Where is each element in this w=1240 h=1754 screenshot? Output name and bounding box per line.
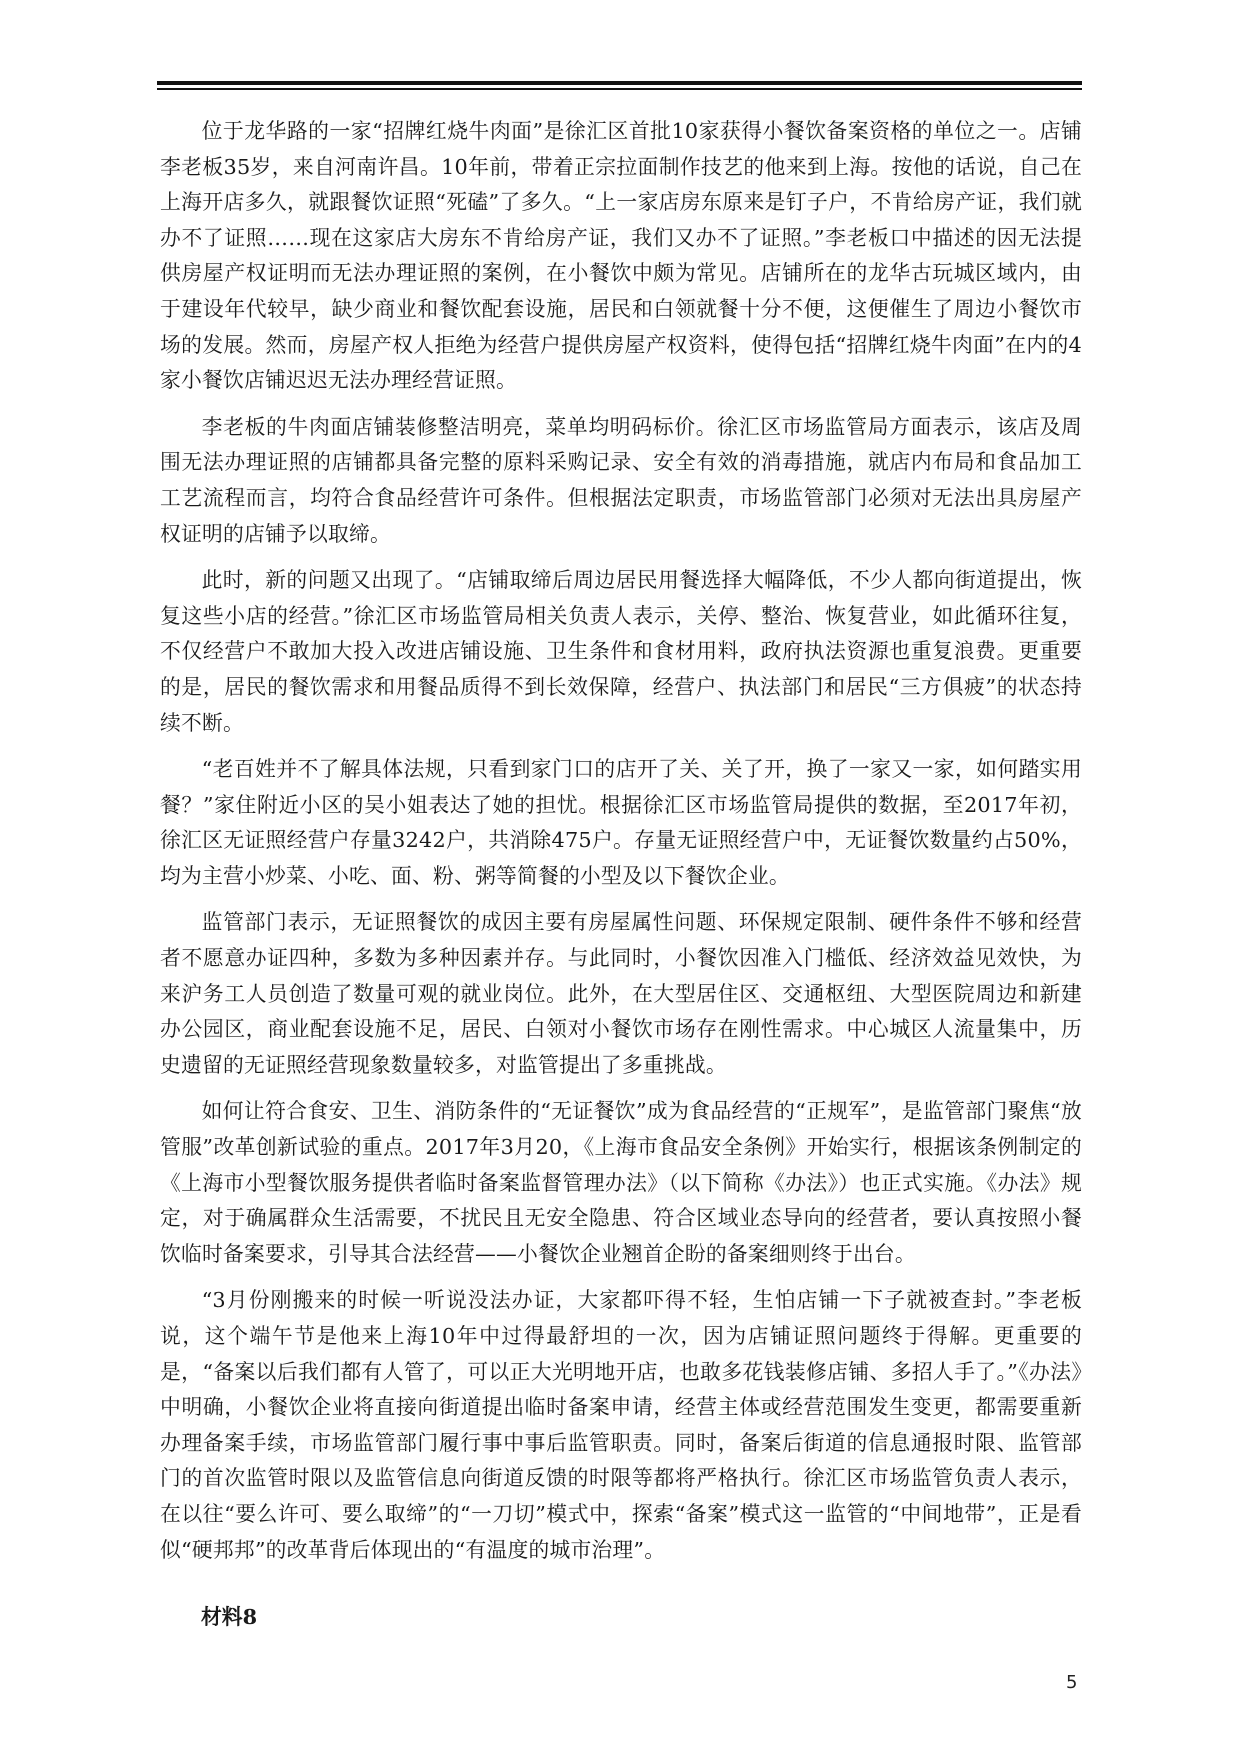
- document-body: [160, 114, 1082, 1579]
- paragraph-7: “3月份刚搬来的时候一听说没法办证，大家都吓得不轻，生怕店铺一下子就被查封。”李老板说，这个端午节是他来上海10年中过得最舒坦的一次，因为店铺证照问题终于得解。更重要的是，“备案以后我们都有人管了，可以正大光明地开店，也敢多花钱装修店铺、多招人手了。”《办法》中明确，小餐饮企业将直接向街道提出临时备案申请，经营主体或经营范围发生变更，都需要重新办理备案手续，市场监管部门履行事中事后监管职责。同时，备案后街道的信息通报时限、监管部门的首次监管时限以及监管信息向街道反馈的时限等都将严格执行。徐汇区市场监管负责人表示，在以往“要么许可、要么取缔”的“一刀切”模式中，探索“备案”模式这一监管的“中间地带”，正是看似“硬邦邦”的改革背后体现出的“有温度的城市治理”。: [160, 1288, 1082, 1562]
- paragraph-5: 监管部门表示，无证照餐饮的成因主要有房屋属性问题、环保规定限制、硬件条件不够和经营者不愿意办证四种，多数为多种因素并存。与此同时，小餐饮因准入门槛低、经济效益见效快，为来沪务工人员创造了数量可观的就业岗位。此外，在大型居住区、交通枢纽、大型医院周边和新建办公园区，商业配套设施不足，居民、白领对小餐饮市场存在刚性需求。中心城区人流量集中，历史遗留的无证照经营现象数量较多，对监管提出了多重挑战。: [160, 910, 1082, 1077]
- paragraph-4: “老百姓并不了解具体法规，只看到家门口的店开了关、关了开，换了一家又一家，如何踏实用餐？”家住附近小区的吴小姐表达了她的担忧。根据徐汇区市场监管局提供的数据，至2017年初，徐汇区无证照经营户存量3242户，共消除475户。存量无证照经营户中，无证餐饮数量约占50%，均为主营小炒菜、小吃、面、粉、粥等简餐的小型及以下餐饮企业。: [160, 757, 1082, 888]
- paragraph-1: 位于龙华路的一家“招牌红烧牛肉面”是徐汇区首批10家获得小餐饮备案资格的单位之一。店铺李老板35岁，来自河南许昌。10年前，带着正宗拉面制作技艺的他来到上海。按他的话说，自己在上海开店多久，就跟餐饮证照“死磕”了多久。“上一家店房东原来是钉子户，不肯给房产证，我们就办不了证照……现在这家店大房东不肯给房产证，我们又办不了证照。”李老板口中描述的因无法提供房屋产权证明而无法办理证照的案例，在小餐饮中颇为常见。店铺所在的龙华古玩城区域内，由于建设年代较早，缺少商业和餐饮配套设施，居民和白领就餐十分不便，这便催生了周边小餐饮市场的发展。然而，房屋产权人拒绝为经营户提供房屋产权资料，使得包括“招牌红烧牛肉面”在内的4家小餐饮店铺迟迟无法办理经营证照。: [160, 119, 1082, 393]
- section-title: 材料8: [201, 1604, 258, 1629]
- paragraph-6: 如何让符合食安、卫生、消防条件的“无证餐饮”成为食品经营的“正规军”，是监管部门聚焦“放管服”改革创新试验的重点。2017年3月20，《上海市食品安全条例》开始实行，根据该条例制定的《上海市小型餐饮服务提供者临时备案监督管理办法》（以下简称《办法》）也正式实施。《办法》规定，对于确属群众生活需要，不扰民且无安全隐患、符合区域业态导向的经营者，要认真按照小餐饮临时备案要求，引导其合法经营——小餐饮企业翘首企盼的备案细则终于出台。: [160, 1099, 1082, 1266]
- paragraph-2: 李老板的牛肉面店铺装修整洁明亮，菜单均明码标价。徐汇区市场监管局方面表示，该店及周围无法办理证照的店铺都具备完整的原料采购记录、安全有效的消毒措施，就店内布局和食品加工工艺流程而言，均符合食品经营许可条件。但根据法定职责，市场监管部门必须对无法出具房屋产权证明的店铺予以取缔。: [160, 414, 1082, 546]
- paragraph-3: 此时，新的问题又出现了。“店铺取缔后周边居民用餐选择大幅降低，不少人都向街道提出，恢复这些小店的经营。”徐汇区市场监管局相关负责人表示，关停、整治、恢复营业，如此循环往复，不仅经营户不敢加大投入改进店铺设施、卫生条件和食材用料，政府执法资源也重复浪费。更重要的是，居民的餐饮需求和用餐品质得不到长效保障，经营户、执法部门和居民“三方俱疲”的状态持续不断。: [160, 568, 1082, 735]
- header-rule-thick: [157, 81, 1082, 85]
- header-rule-thin: [157, 88, 1082, 90]
- page-number: 5: [1066, 1672, 1078, 1693]
